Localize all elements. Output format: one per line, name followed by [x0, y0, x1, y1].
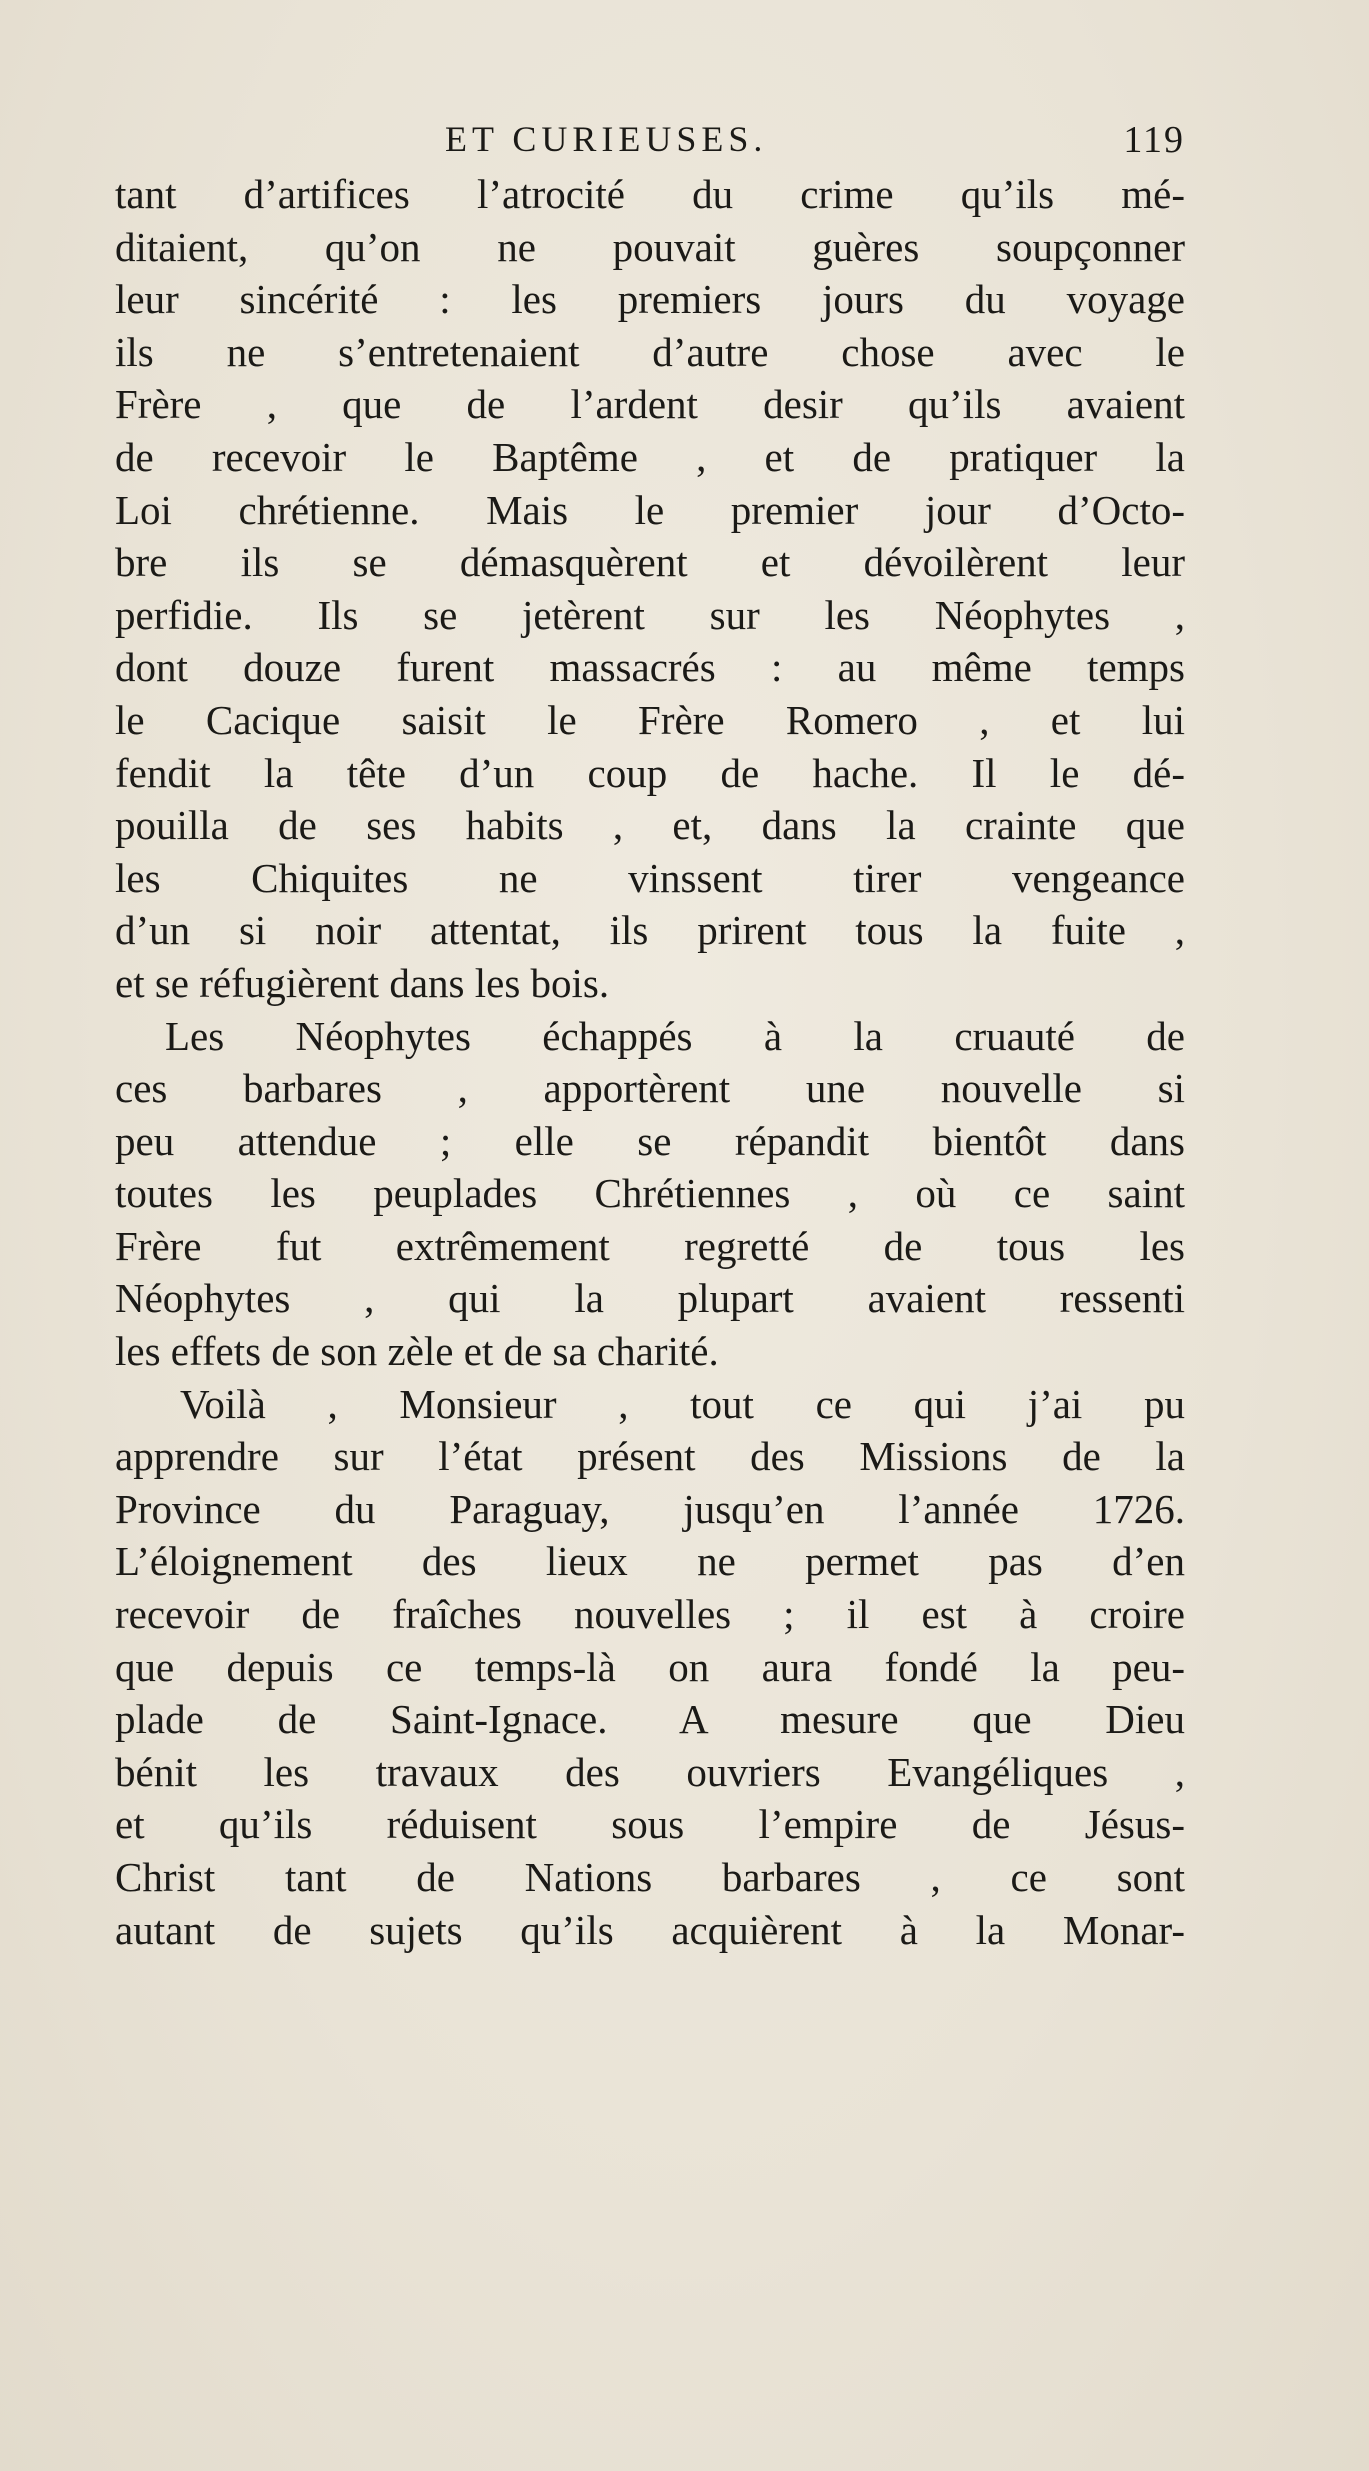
- text-line: toutes les peuplades Chrétiennes , où ce saint: [115, 1170, 1185, 1217]
- text-line: apprendre sur l’état présent des Missions de la: [115, 1433, 1185, 1480]
- text-line: recevoir de fraîches nouvelles ; il est à croire: [115, 1591, 1185, 1638]
- text-line: L’éloignement des lieux ne permet pas d’en: [115, 1538, 1185, 1585]
- text-line: plade de Saint-Ignace. A mesure que Dieu: [115, 1696, 1185, 1743]
- body-text: [115, 168, 1185, 1956]
- text-line: Frère , que de l’ardent desir qu’ils avaient: [115, 381, 1185, 428]
- text-line: Loi chrétienne. Mais le premier jour d’Octo-: [115, 486, 1185, 533]
- text-line: et se réfugièrent dans les bois.: [115, 959, 610, 1006]
- text-line: ditaient, qu’on ne pouvait guères soupçonner: [115, 223, 1185, 270]
- text-line: leur sincérité : les premiers jours du voyage: [115, 276, 1185, 323]
- page-number: 119: [1123, 119, 1185, 161]
- text-line: d’un si noir attentat, ils prirent tous la fuite ,: [115, 907, 1185, 954]
- text-line: Voilà , Monsieur , tout ce qui j’ai pu: [180, 1380, 1185, 1427]
- text-line: autant de sujets qu’ils acquièrent à la Monar-: [115, 1906, 1185, 1953]
- text-line: de recevoir le Baptême , et de pratiquer la: [115, 433, 1185, 480]
- text-line: les Chiquites ne vinssent tirer vengeance: [115, 854, 1185, 901]
- text-line: Frère fut extrêmement regretté de tous les: [115, 1222, 1185, 1269]
- text-line: fendit la tête d’un coup de hache. Il le dé-: [115, 749, 1185, 796]
- text-line: que depuis ce temps-là on aura fondé la peu-: [115, 1643, 1185, 1690]
- text-line: bénit les travaux des ouvriers Evangéliques ,: [115, 1748, 1185, 1795]
- text-line: perfidie. Ils se jetèrent sur les Néophytes ,: [115, 591, 1185, 638]
- text-line: et qu’ils réduisent sous l’empire de Jésus-: [115, 1801, 1185, 1848]
- text-line: peu attendue ; elle se répandit bientôt dans: [115, 1117, 1185, 1164]
- text-line: Christ tant de Nations barbares , ce sont: [115, 1854, 1185, 1900]
- text-line: tant d’artifices l’atrocité du crime qu’ils mé-: [115, 171, 1185, 217]
- text-line: ces barbares , apportèrent une nouvelle si: [115, 1065, 1185, 1112]
- running-head: ET CURIEUSES.: [445, 119, 768, 159]
- text-line: bre ils se démasquèrent et dévoilèrent leur: [115, 539, 1185, 586]
- text-line: le Cacique saisit le Frère Romero , et lui: [115, 696, 1185, 743]
- text-line: Néophytes , qui la plupart avaient ressenti: [115, 1275, 1185, 1322]
- text-line: les effets de son zèle et de sa charité.: [115, 1328, 719, 1375]
- text-line: pouilla de ses habits , et, dans la crainte que: [115, 802, 1185, 849]
- text-line: Province du Paraguay, jusqu’en l’année 1726.: [115, 1485, 1185, 1532]
- text-line: dont douze furent massacrés : au même temps: [115, 644, 1185, 691]
- text-line: ils ne s’entretenaient d’autre chose avec le: [115, 328, 1185, 375]
- text-line: Les Néophytes échappés à la cruauté de: [165, 1012, 1185, 1059]
